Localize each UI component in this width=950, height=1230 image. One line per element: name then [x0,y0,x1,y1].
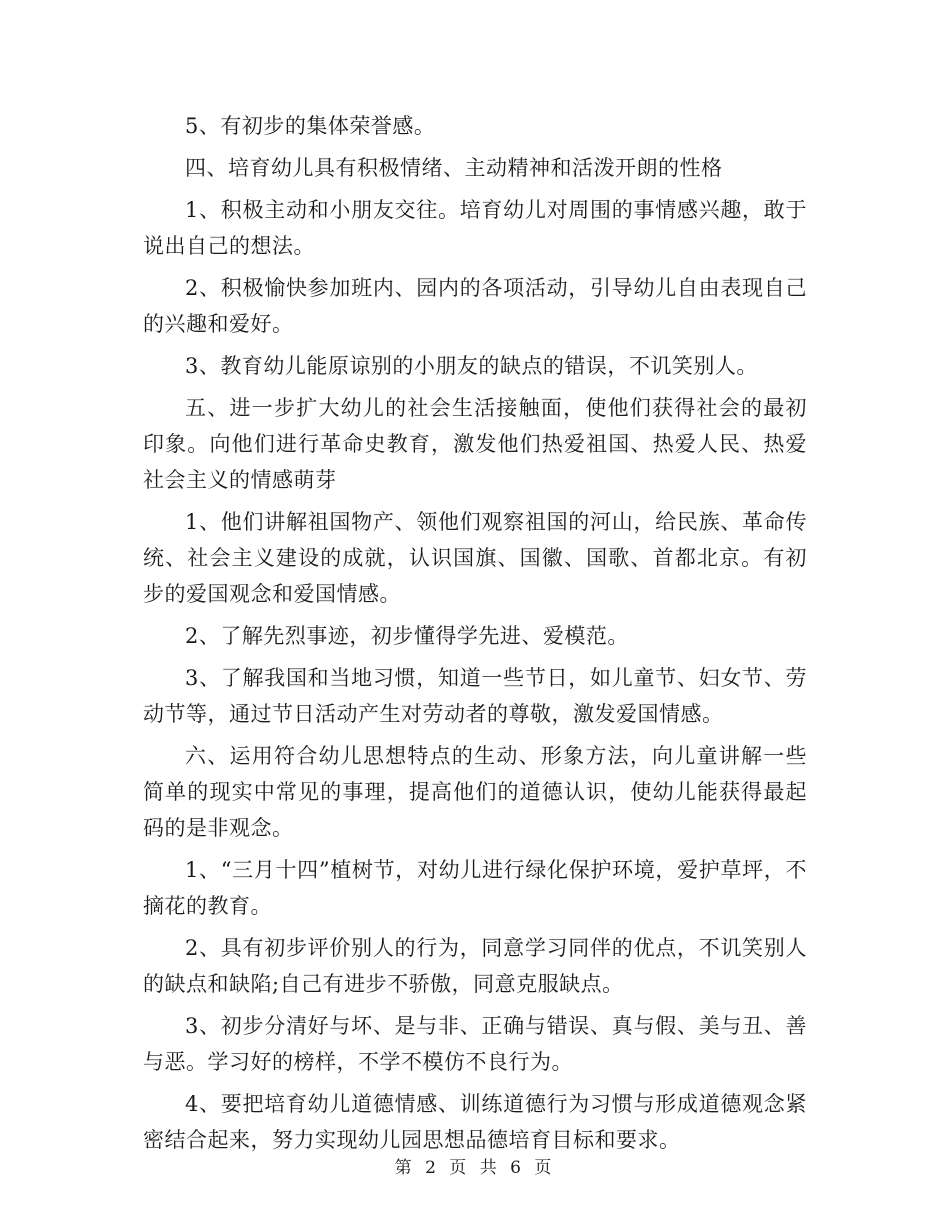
section-heading-6: 六、运用符合幼儿思想特点的生动、形象方法，向儿童讲解一些简单的现实中常见的事理，提高他们的道德认识，使幼儿能获得最起码的是非观念。 [143,744,807,840]
paragraph-item-6-3: 3、初步分清好与坏、是与非、正确与错误、真与假、美与丑、善与恶。学习好的榜样，不学不模仿不良行为。 [143,1014,807,1074]
paragraph-item-4-1: 1、积极主动和小朋友交往。培育幼儿对周围的事情感兴趣，敢于说出自己的想法。 [143,198,807,258]
paragraph-item-6-1: 1、“三月十四”植树节，对幼儿进行绿化保护环境，爱护草坪，不摘花的教育。 [143,858,807,918]
section-heading-5: 五、进一步扩大幼儿的社会生活接触面，使他们获得社会的最初印象。向他们进行革命史教育，激发他们热爱祖国、热爱人民、热爱社会主义的情感萌芽 [143,396,807,492]
paragraph-item-5: 5、有初步的集体荣誉感。 [185,114,436,138]
paragraph-item-5-1: 1、他们讲解祖国物产、领他们观察祖国的河山，给民族、革命传统、社会主义建设的成就，认识国旗、国徽、国歌、首都北京。有初步的爱国观念和爱国情感。 [143,510,807,606]
paragraph-item-4-3: 3、教育幼儿能原谅别的小朋友的缺点的错误，不讥笑别人。 [185,354,758,378]
paragraph-item-4-2: 2、积极愉快参加班内、园内的各项活动，引导幼儿自由表现自己的兴趣和爱好。 [143,276,807,336]
paragraph-item-6-4: 4、要把培育幼儿道德情感、训练道德行为习惯与形成道德观念紧密结合起来，努力实现幼儿园思想品德培育目标和要求。 [143,1092,807,1152]
paragraph-item-6-2: 2、具有初步评价别人的行为，同意学习同伴的优点，不讥笑别人的缺点和缺陷;自己有进步不骄傲，同意克服缺点。 [143,936,807,996]
paragraph-item-5-3: 3、了解我国和当地习惯，知道一些节日，如儿童节、妇女节、劳动节等，通过节日活动产生对劳动者的尊敬，激发爱国情感。 [143,666,807,726]
paragraph-item-5-2: 2、了解先烈事迹，初步懂得学先进、爱模范。 [185,624,629,648]
page-number-footer: 第 2 页 共 6 页 [394,1158,556,1178]
document-body [143,108,807,1164]
section-heading-4: 四、培育幼儿具有积极情绪、主动精神和活泼开朗的性格 [185,156,723,180]
